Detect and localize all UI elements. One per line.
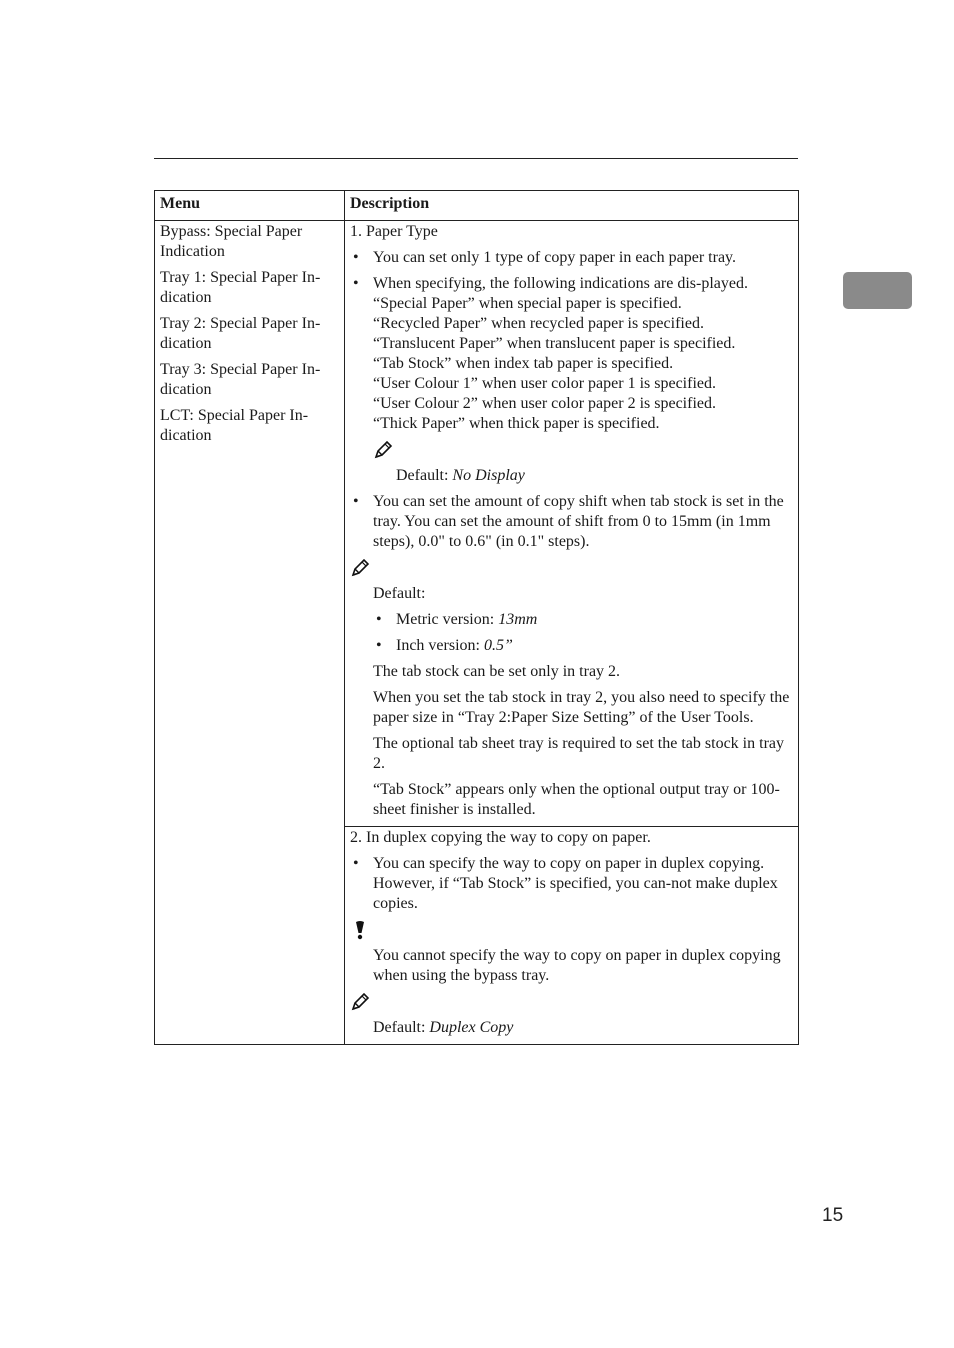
top-rule xyxy=(154,158,798,159)
note-text: The optional tab sheet tray is required to set the tab stock in tray 2. xyxy=(373,735,784,772)
header-menu: Menu xyxy=(155,191,345,221)
menu-item: Tray 3: Special Paper In-dication xyxy=(160,361,321,398)
metric-label: Metric version: xyxy=(396,611,495,628)
indication-line: “User Colour 2” when user color paper 2 is specified. xyxy=(373,395,716,412)
bullet-text: • When specifying, the following indications are dis-played. xyxy=(373,275,749,292)
menu-item: Tray 2: Special Paper In-dication xyxy=(160,315,321,352)
default-value: No Display xyxy=(452,467,525,484)
indication-line: “Thick Paper” when thick paper is specified. xyxy=(373,415,660,432)
menu-item: LCT: Special Paper In-dication xyxy=(160,407,309,444)
list-item xyxy=(373,636,793,656)
spec-table xyxy=(154,190,799,1045)
table-row xyxy=(155,221,799,827)
menu-cell xyxy=(155,221,345,1045)
indication-line: “Recycled Paper” when recycled paper is specified. xyxy=(373,315,704,332)
menu-item: Tray 1: Special Paper In-dication xyxy=(160,269,321,306)
default-list xyxy=(373,610,793,656)
indication-line: “Tab Stock” when index tab paper is specified. xyxy=(373,355,674,372)
limitation-exclamation-icon xyxy=(350,920,370,940)
inch-label: Inch version: xyxy=(396,637,480,654)
header-description: Description xyxy=(345,191,799,221)
note-icon-row xyxy=(350,558,793,580)
list-item: • You can set the amount of copy shift when tab stock is set in the tray. You can set the amount of shift from 0 to 15mm (in 1mm steps), 0.0" to 0.6" (in 0.1" steps). xyxy=(350,492,793,552)
chapter-tab xyxy=(843,272,912,309)
inch-value: 0.5” xyxy=(483,637,513,654)
note-icon-row xyxy=(350,992,793,1014)
page-number: 15 xyxy=(822,1205,844,1226)
section-title: 2. In duplex copying the way to copy on paper. xyxy=(350,829,651,846)
default-line xyxy=(373,466,793,486)
note-text: The tab stock can be set only in tray 2. xyxy=(373,663,621,680)
note-pencil-icon xyxy=(373,440,393,460)
list-item: • You can specify the way to copy on paper in duplex copying. However, if “Tab Stock” is specified, you can-not make duplex copies. xyxy=(350,854,793,914)
note-text: When you set the tab stock in tray 2, you also need to specify the paper size in “Tray 2:Paper Size Setting” of the User Tools. xyxy=(373,689,790,726)
bullet-list xyxy=(350,248,793,552)
note-pencil-icon xyxy=(350,558,370,578)
limitation-text: You cannot specify the way to copy on paper in duplex copying when using the bypass tray. xyxy=(373,947,781,984)
default-value: Duplex Copy xyxy=(429,1019,514,1036)
metric-value: 13mm xyxy=(498,611,538,628)
default-line xyxy=(350,1018,793,1038)
indication-line: “Special Paper” when special paper is specified. xyxy=(373,295,682,312)
table-header-row xyxy=(155,191,799,221)
list-item xyxy=(350,274,793,486)
description-cell xyxy=(345,827,799,1045)
bullet-list xyxy=(350,854,793,914)
list-item xyxy=(373,610,793,630)
note-pencil-icon xyxy=(350,992,370,1012)
description-cell xyxy=(345,221,799,827)
limitation-icon-row xyxy=(350,920,793,942)
section-title: 1. Paper Type xyxy=(350,223,438,240)
list-item: • You can set only 1 type of copy paper in each paper tray. xyxy=(350,248,793,268)
default-label: Default: xyxy=(373,585,426,602)
menu-item: Bypass: Special Paper Indication xyxy=(160,223,303,260)
default-label: Default: xyxy=(373,1019,426,1036)
indication-line: “Translucent Paper” when translucent paper is specified. xyxy=(373,335,736,352)
indication-line: “User Colour 1” when user color paper 1 is specified. xyxy=(373,375,716,392)
default-label: Default: xyxy=(396,467,449,484)
note-icon-row xyxy=(373,440,793,462)
note-text: “Tab Stock” appears only when the optional output tray or 100-sheet finisher is installed. xyxy=(373,781,780,818)
